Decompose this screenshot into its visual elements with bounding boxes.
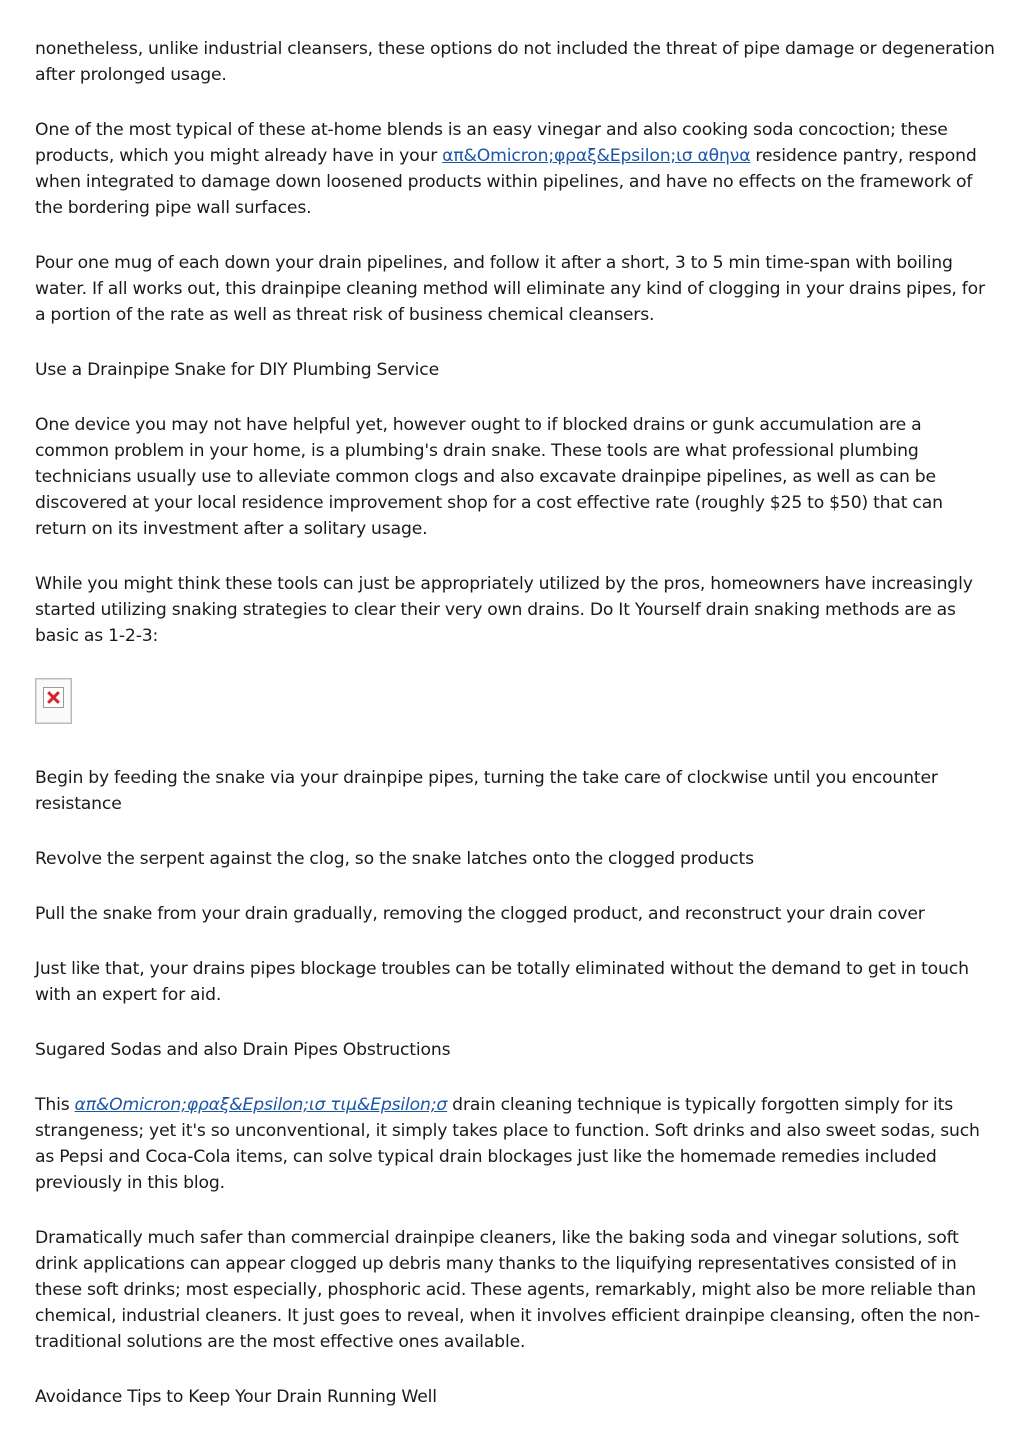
document-body xyxy=(35,36,995,1439)
paragraph-just-like-that: Just like that, your drains pipes blockage troubles can be totally eliminated without the demand to get in touch with an expert for aid. xyxy=(35,959,969,1005)
paragraph-diy-snaking: While you might think these tools can just be appropriately utilized by the pros, homeowners have increasingly started utilizing snaking strategies to clear their very own drains. Do It Yourself drain snaking methods are as basic as 1-2-3: xyxy=(35,574,973,646)
paragraph-text: This xyxy=(35,1095,75,1115)
section-heading-drain-snake: Use a Drainpipe Snake for DIY Plumbing Service xyxy=(35,360,440,380)
paragraph-vinegar-soda xyxy=(35,117,995,221)
link-drain-unblocking-athens[interactable]: απ&Omicron;φραξ&Epsilon;ισ αθηνα xyxy=(442,146,751,166)
paragraph-safer-than-commercial: Dramatically much safer than commercial drainpipe cleaners, like the baking soda and vinegar solutions, soft drink applications can appear clogged up debris many thanks to the liquifying representatives consisted of in these soft drinks; most especially, phosphoric acid. These agents, remarkably, might also be more reliable than chemical, industrial cleaners. It just goes to reveal, when it involves efficient drainpipe cleansing, often the non-traditional solutions are the most effective ones available. xyxy=(35,1228,980,1352)
paragraph-step-revolve: Revolve the serpent against the clog, so the snake latches onto the clogged products xyxy=(35,849,754,869)
paragraph-pipe-damage: nonetheless, unlike industrial cleansers, these options do not included the threat of pipe damage or degeneration after prolonged usage. xyxy=(35,39,995,85)
paragraph-drain-snake-device: One device you may not have helpful yet, however ought to if blocked drains or gunk accumulation are a common problem in your home, is a plumbing's drain snake. These tools are what professional plumbing technicians usually use to alleviate common clogs and also excavate drainpipe pipelines, as well as can be discovered at your local residence improvement shop for a cost effective rate (roughly $25 to $50) that can return on its investment after a solitary usage. xyxy=(35,415,943,539)
paragraph-text: residence pantry, respond when integrated to damage down loosened products within pipelines, and have no effects on the framework of the bordering pipe wall surfaces. xyxy=(35,146,977,218)
paragraph-step-pull: Pull the snake from your drain gradually, removing the clogged product, and reconstruct your drain cover xyxy=(35,904,925,924)
broken-image-cross-icon xyxy=(43,687,64,708)
paragraph-text: drain cleaning technique is typically forgotten simply for its strangeness; yet it's so unconventional, it simply takes place to function. Soft drinks and also sweet sodas, such as Pepsi and Coca-Cola items, can solve typical drain blockages just like the homemade remedies included previously in this blog. xyxy=(35,1095,980,1193)
link-drain-unblocking-prices[interactable]: απ&Omicron;φραξ&Epsilon;ισ τιμ&Epsilon;σ xyxy=(74,1095,448,1115)
paragraph-pour-mug: Pour one mug of each down your drain pipelines, and follow it after a short, 3 to 5 min time-span with boiling water. If all works out, this drainpipe cleaning method will eliminate any kind of clogging in your drains pipes, for a portion of the rate as well as threat risk of business chemical cleansers. xyxy=(35,253,985,325)
paragraph-soda-technique xyxy=(35,1092,995,1196)
broken-image-icon xyxy=(35,678,72,724)
section-heading-sugared-sodas: Sugared Sodas and also Drain Pipes Obstructions xyxy=(35,1040,451,1060)
paragraph-text: One of the most typical of these at-home blends is an easy vinegar and also cooking soda concoction; these products, which you might already have in your xyxy=(35,120,948,166)
paragraph-step-feed-snake: Begin by feeding the snake via your drainpipe pipes, turning the take care of clockwise until you encounter resistance xyxy=(35,768,938,814)
section-heading-avoidance-tips: Avoidance Tips to Keep Your Drain Running Well xyxy=(35,1387,437,1407)
